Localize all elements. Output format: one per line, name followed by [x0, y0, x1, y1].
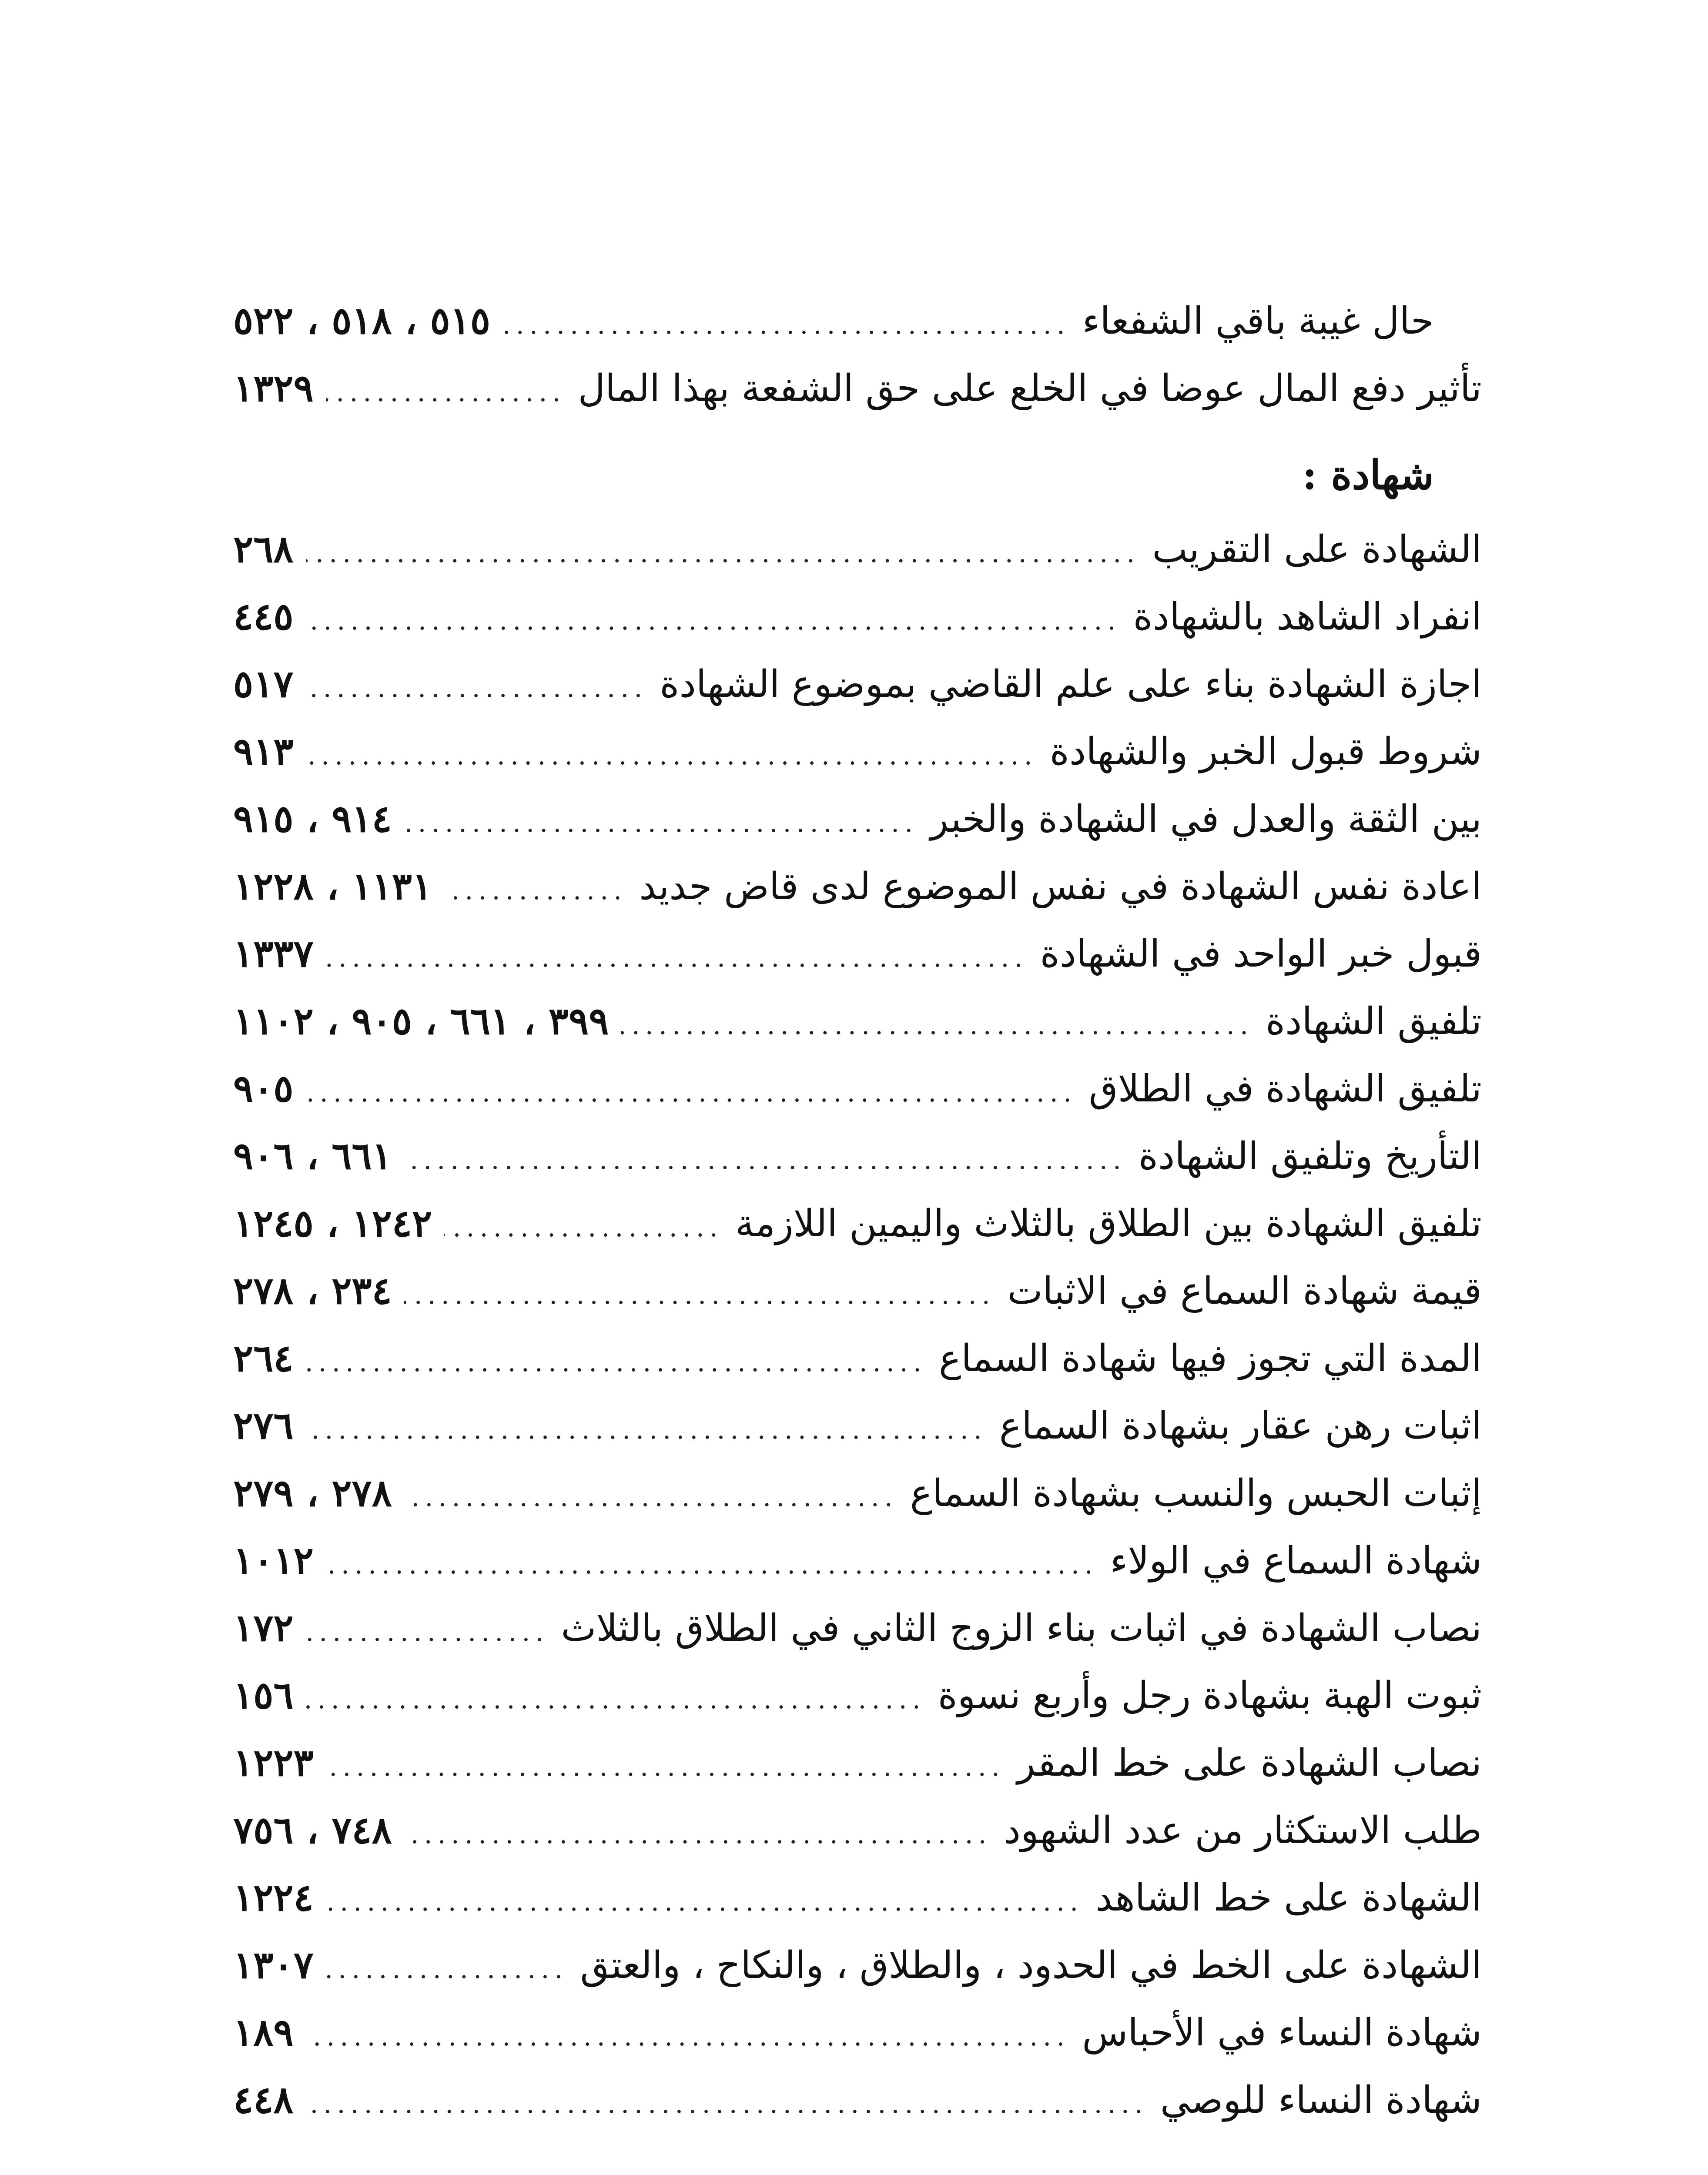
entry-label: شهادة النساء للوصي [1160, 2078, 1482, 2122]
entry-label: اجازة الشهادة بناء على علم القاضي بموضوع الشهادة [660, 663, 1482, 706]
entry-pages: ١١٣١ ، ١٢٢٨ [233, 864, 432, 908]
leader-dots [306, 520, 1140, 587]
entry-label: نصاب الشهادة في اثبات بناء الزوج الثاني في الطلاق بالثلاث [561, 1606, 1482, 1650]
leader-dots [306, 2071, 1148, 2138]
entry-pages: ١٥٦ [233, 1673, 294, 1717]
index-entry [233, 1527, 1482, 1594]
leader-dots [306, 1666, 926, 1733]
index-entry [233, 287, 1482, 355]
entry-pages: ٩١٤ ، ٩١٥ [233, 797, 392, 841]
entry-label: تلفيق الشهادة بين الطلاق بالثلاث واليمين اللازمة [735, 1202, 1482, 1245]
leader-dots [306, 1599, 549, 1666]
entry-label: اعادة نفس الشهادة في نفس الموضوع لدى قاض جديد [639, 865, 1482, 908]
index-entry [233, 1594, 1482, 1662]
entry-pages: ١٢٢٣ [233, 1741, 314, 1785]
entry-pages: ٧٤٨ ، ٧٥٦ [233, 1808, 392, 1852]
entry-label: تأثير دفع المال عوضا في الخلع على حق الشفعة بهذا المال [578, 367, 1482, 410]
leader-dots [306, 1396, 987, 1464]
index-entry [233, 1999, 1482, 2066]
entry-pages: ٢٧٦ [233, 1404, 294, 1448]
index-entry [233, 1797, 1482, 1864]
entry-pages: ٢٣٤ ، ٢٧٨ [233, 1269, 392, 1313]
entry-label: المدة التي تجوز فيها شهادة السماع [938, 1337, 1482, 1380]
entry-label: تلفيق الشهادة [1266, 1000, 1482, 1043]
entry-label: شروط قبول الخبر والشهادة [1049, 730, 1482, 773]
index-entry [233, 1729, 1482, 1797]
entry-pages: ١٢٤٢ ، ١٢٤٥ [233, 1201, 432, 1245]
index-entry [233, 1190, 1482, 1257]
index-entry [233, 650, 1482, 718]
index-entry [233, 515, 1482, 583]
leader-dots [306, 655, 648, 722]
entry-label: انفراد الشاهد بالشهادة [1133, 595, 1482, 639]
entry-pages: ١٢٢٤ [233, 1876, 314, 1920]
entry-label: إثبات الحبس والنسب بشهادة السماع [910, 1472, 1482, 1515]
entry-label: ثبوت الهبة بشهادة رجل وأربع نسوة [938, 1674, 1482, 1717]
entry-pages: ١٣٣٧ [233, 932, 314, 976]
leader-dots [404, 1127, 1126, 1194]
leader-dots [404, 1262, 995, 1329]
entry-pages: ٥١٥ ، ٥١٨ ، ٥٢٢ [233, 299, 491, 343]
entry-label: بين الثقة والعدل في الشهادة والخبر [930, 797, 1482, 841]
index-entry [233, 1931, 1482, 1999]
leader-dots [444, 1194, 723, 1262]
entry-pages: ٤٤٨ [233, 2078, 294, 2122]
entry-label: شهادة النساء في الأحباس [1082, 2011, 1482, 2055]
entry-label: نصاب الشهادة على خط المقر [1017, 1741, 1482, 1785]
leader-dots [326, 924, 1028, 992]
entry-label: الشهادة على الخط في الحدود ، والطلاق ، والنكاح ، والعتق [580, 1944, 1482, 1987]
leader-dots [326, 1868, 1083, 1936]
entry-label: قبول خبر الواحد في الشهادة [1040, 932, 1482, 976]
leader-dots [404, 1464, 898, 1531]
entry-label: تلفيق الشهادة في الطلاق [1088, 1067, 1482, 1111]
leader-dots [621, 992, 1253, 1059]
entry-label: التأريخ وتلفيق الشهادة [1138, 1134, 1482, 1178]
entry-pages: ١٨٩ [233, 2011, 294, 2055]
leader-dots [306, 722, 1038, 790]
entry-pages: ٤٤٥ [233, 595, 294, 639]
index-entry [233, 2066, 1482, 2134]
leader-dots [404, 790, 918, 857]
leader-dots [326, 1936, 568, 2003]
index-entry [233, 987, 1482, 1055]
leader-dots [306, 1059, 1077, 1127]
entry-label: اثبات رهن عقار بشهادة السماع [999, 1404, 1482, 1448]
index-entry [233, 1662, 1482, 1729]
index-entry [233, 920, 1482, 987]
leader-dots [306, 587, 1121, 655]
leader-dots [444, 857, 627, 924]
entry-pages: ٥١٧ [233, 662, 294, 706]
entry-pages: ٩١٣ [233, 729, 294, 773]
index-entry [233, 785, 1482, 853]
entry-pages: ٩٠٥ [233, 1067, 294, 1111]
entry-pages: ٢٦٤ [233, 1336, 294, 1380]
index-entry [233, 355, 1482, 422]
index-entry [233, 1055, 1482, 1122]
leader-dots [326, 1531, 1098, 1599]
entry-pages: ٢٧٨ ، ٢٧٩ [233, 1471, 392, 1515]
entry-pages: ٢٦٨ [233, 527, 294, 571]
leader-dots [326, 1733, 1005, 1801]
entry-label: قيمة شهادة السماع في الاثبات [1007, 1269, 1482, 1313]
index-entry [233, 1392, 1482, 1459]
entry-label: طلب الاستكثار من عدد الشهود [1004, 1809, 1482, 1852]
leader-dots [326, 359, 566, 426]
index-entry [233, 853, 1482, 920]
index-entry [233, 1257, 1482, 1325]
index-entry [233, 1325, 1482, 1392]
index-list [233, 287, 1482, 2134]
entry-pages: ١٧٢ [233, 1606, 294, 1650]
index-entry [233, 583, 1482, 650]
entry-label: الشهادة على التقريب [1152, 528, 1482, 571]
entry-label: شهادة السماع في الولاء [1110, 1539, 1482, 1583]
entry-label: الشهادة على خط الشاهد [1095, 1876, 1482, 1920]
leader-dots [404, 1801, 992, 1868]
entry-pages: ٣٩٩ ، ٦٦١ ، ٩٠٥ ، ١١٠٢ [233, 999, 609, 1043]
leader-dots [306, 1329, 927, 1396]
entry-pages: ١٠١٢ [233, 1539, 314, 1583]
section-heading: شهادة : [1302, 452, 1434, 499]
index-entry [233, 1122, 1482, 1190]
entry-pages: ١٣٢٩ [233, 366, 314, 410]
entry-pages: ١٣٠٧ [233, 1943, 314, 1987]
index-entry [233, 1864, 1482, 1931]
entry-pages: ٦٦١ ، ٩٠٦ [233, 1134, 392, 1178]
entry-label: حال غيبة باقي الشفعاء [1082, 299, 1434, 343]
index-entry [233, 718, 1482, 785]
leader-dots [502, 291, 1070, 359]
leader-dots [306, 2003, 1070, 2071]
index-entry [233, 1459, 1482, 1527]
